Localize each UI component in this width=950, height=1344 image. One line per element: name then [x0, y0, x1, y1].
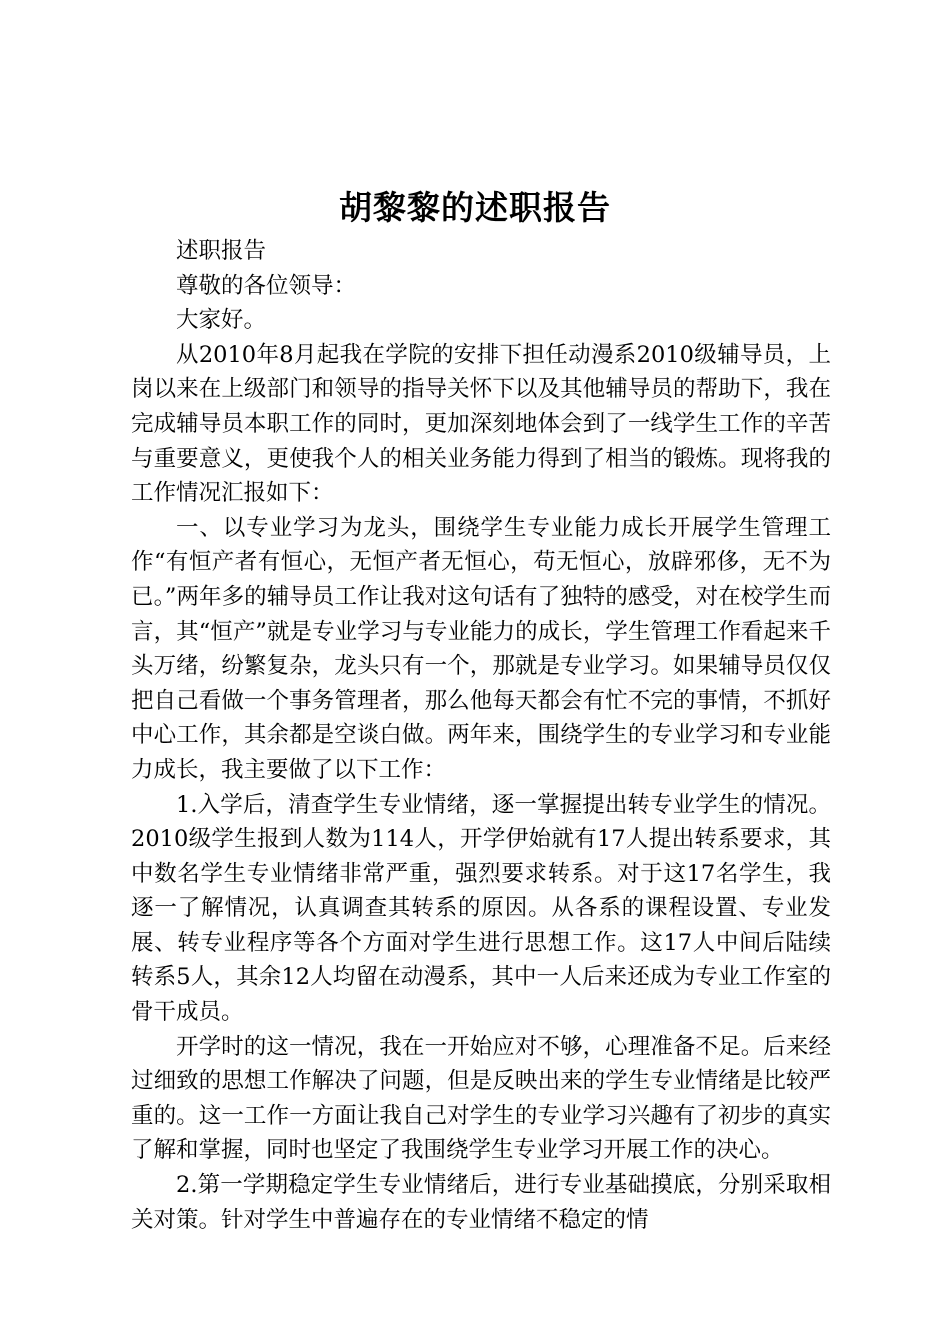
paragraph-introduction: 从2010年8月起我在学院的安排下担任动漫系2010级辅导员，上岗以来在上级部门和领导的指导关怀下以及其他辅导员的帮助下，我在完成辅导员本职工作的同时，更加深刻地体会到了一线学生工作的辛苦与重要意义，更使我个人的相关业务能力得到了相当的锻炼。现将我的工作情况汇报如下：: [131, 341, 831, 507]
paragraph-reflection: 开学时的这一情况，我在一开始应对不够，心理准备不足。后来经过细致的思想工作解决了问题，但是反映出来的学生专业情绪是比较严重的。这一工作一方面让我自己对学生的专业学习兴趣有了初步的真实了解和掌握，同时也坚定了我围绕学生专业学习开展工作的决心。: [131, 1033, 831, 1164]
paragraph-item-two: 2.第一学期稳定学生专业情绪后，进行专业基础摸底，分别采取相关对策。针对学生中普遍存在的专业情绪不稳定的情: [131, 1172, 831, 1233]
paragraph-section-one: 一、以专业学习为龙头，围绕学生专业能力成长开展学生管理工作“有恒产者有恒心，无恒产者无恒心，苟无恒心，放辟邪侈，无不为已。”两年多的辅导员工作让我对这句话有了独特的感受，对在校学生而言，其“恒产”就是专业学习与专业能力的成长，学生管理工作看起来千头万绪，纷繁复杂，龙头只有一个，那就是专业学习。如果辅导员仅仅把自己看做一个事务管理者，那么他每天都会有忙不完的事情，不抓好中心工作，其余都是空谈白做。两年来，围绕学生的专业学习和专业能力成长，我主要做了以下工作：: [131, 514, 831, 783]
paragraph-greeting: 大家好。: [176, 307, 267, 334]
document-body: [131, 234, 831, 1237]
paragraph-item-one: 1.入学后，清查学生专业情绪，逐一掌握提出转专业学生的情况。2010级学生报到人数为114人，开学伊始就有17人提出转系要求，其中数名学生专业情绪非常严重，强烈要求转系。对于这17名学生，我逐一了解情况，认真调查其转系的原因。从各系的课程设置、专业发展、转专业程序等各个方面对学生进行思想工作。这17人中间后陆续转系5人，其余12人均留在动漫系，其中一人后来还成为专业工作室的骨干成员。: [131, 791, 831, 1026]
paragraph-salutation: 尊敬的各位领导：: [176, 272, 357, 299]
document-title: 胡黎黎的述职报告: [339, 188, 611, 227]
paragraph-heading: 述职报告: [176, 238, 267, 264]
